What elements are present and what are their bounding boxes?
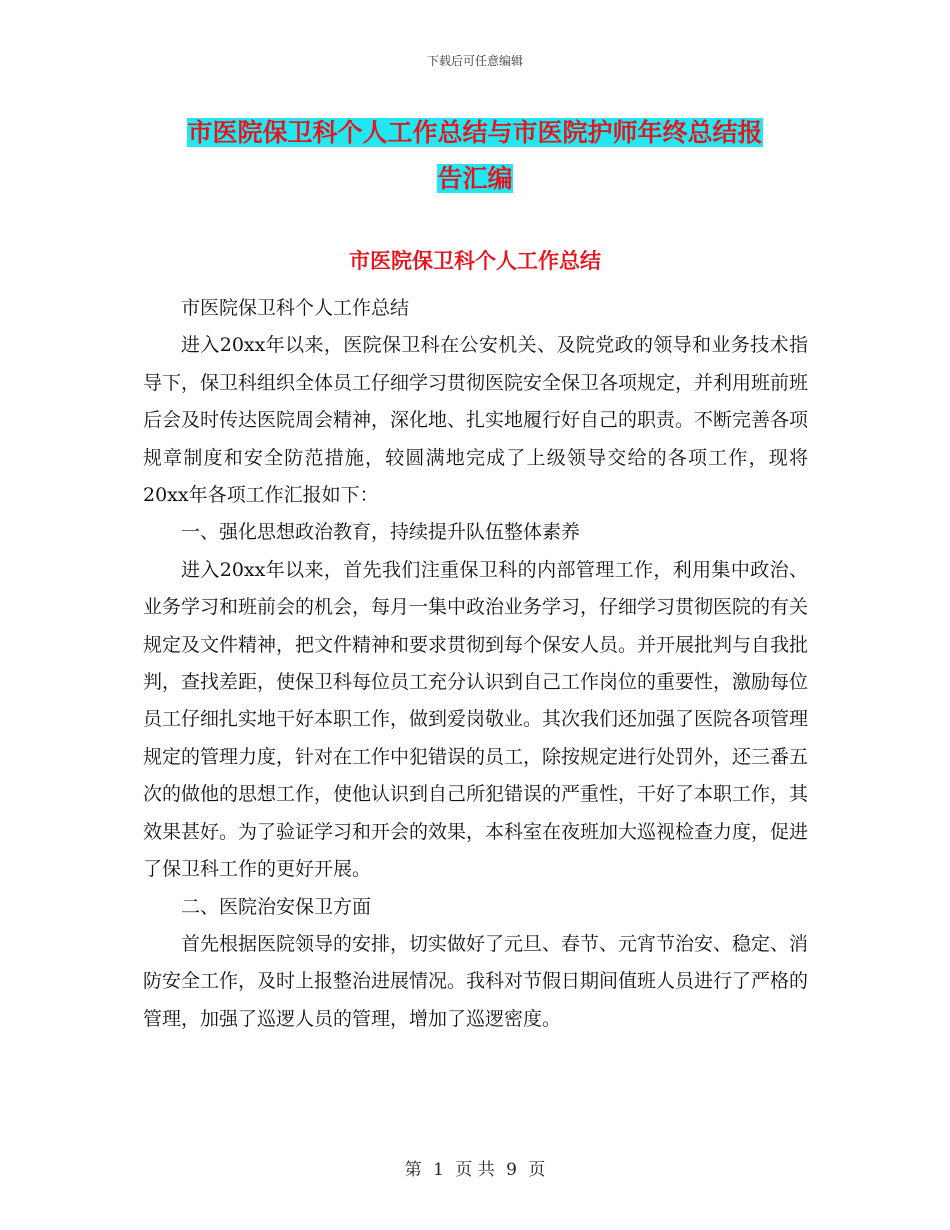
paragraph: 首先根据医院领导的安排，切实做好了元旦、春节、元宵节治安、稳定、消防安全工作，及时上报整治进展情况。我科对节假日期间值班人员进行了严格的管理，加强了巡逻人员的管理，增加了巡逻密度。 <box>143 932 809 1030</box>
footer-suffix: 页 <box>528 1160 546 1180</box>
paragraph: 二、医院治安保卫方面 <box>181 895 372 918</box>
main-title-line2: 告汇编 <box>437 164 513 193</box>
document-body <box>143 290 808 1038</box>
header-note: 下载后可任意编辑 <box>426 54 523 68</box>
page-footer <box>0 1155 950 1180</box>
paragraph: 进入20xx年以来，医院保卫科在公安机关、及院党政的领导和业务技术指导下，保卫科组织全体员工仔细学习贯彻医院安全保卫各项规定，并利用班前班后会及时传达医院周会精神，深化地、扎实地履行好自己的职责。不断完善各项规章制度和安全防范措施，较圆满地完成了上级领导交给的各项工作，现将20xx年各项工作汇报如下： <box>143 334 809 507</box>
paragraph: 市医院保卫科个人工作总结 <box>181 297 410 319</box>
footer-prefix: 第 <box>404 1160 422 1180</box>
section-title: 市医院保卫科个人工作总结 <box>349 249 601 273</box>
paragraph: 进入20xx年以来，首先我们注重保卫科的内部管理工作，利用集中政治、业务学习和班前会的机会，每月一集中政治业务学习，仔细学习贯彻医院的有关规定及文件精神，把文件精神和要求贯彻到每个保安人员。并开展批判与自我批判，查找差距，使保卫科每位员工充分认识到自己工作岗位的重要性，激励每位员工仔细扎实地干好本职工作，做到爱岗敬业。其次我们还加强了医院各项管理规定的管理力度，针对在工作中犯错误的员工，除按规定进行处罚外，还三番五次的做他的思想工作，使他认识到自己所犯错误的严重性，干好了本职工作，其效果甚好。为了验证学习和开会的效果，本科室在夜班加大巡视检查力度，促进了保卫科工作的更好开展。 <box>143 558 809 881</box>
main-title-line1: 市医院保卫科个人工作总结与市医院护师年终总结报 <box>187 118 763 147</box>
main-title <box>140 110 810 202</box>
page-number: 1 <box>433 1160 444 1180</box>
paragraph: 一、强化思想政治教育，持续提升队伍整体素养 <box>181 521 581 544</box>
page-total: 9 <box>506 1160 517 1180</box>
footer-middle: 页 共 <box>455 1160 495 1180</box>
